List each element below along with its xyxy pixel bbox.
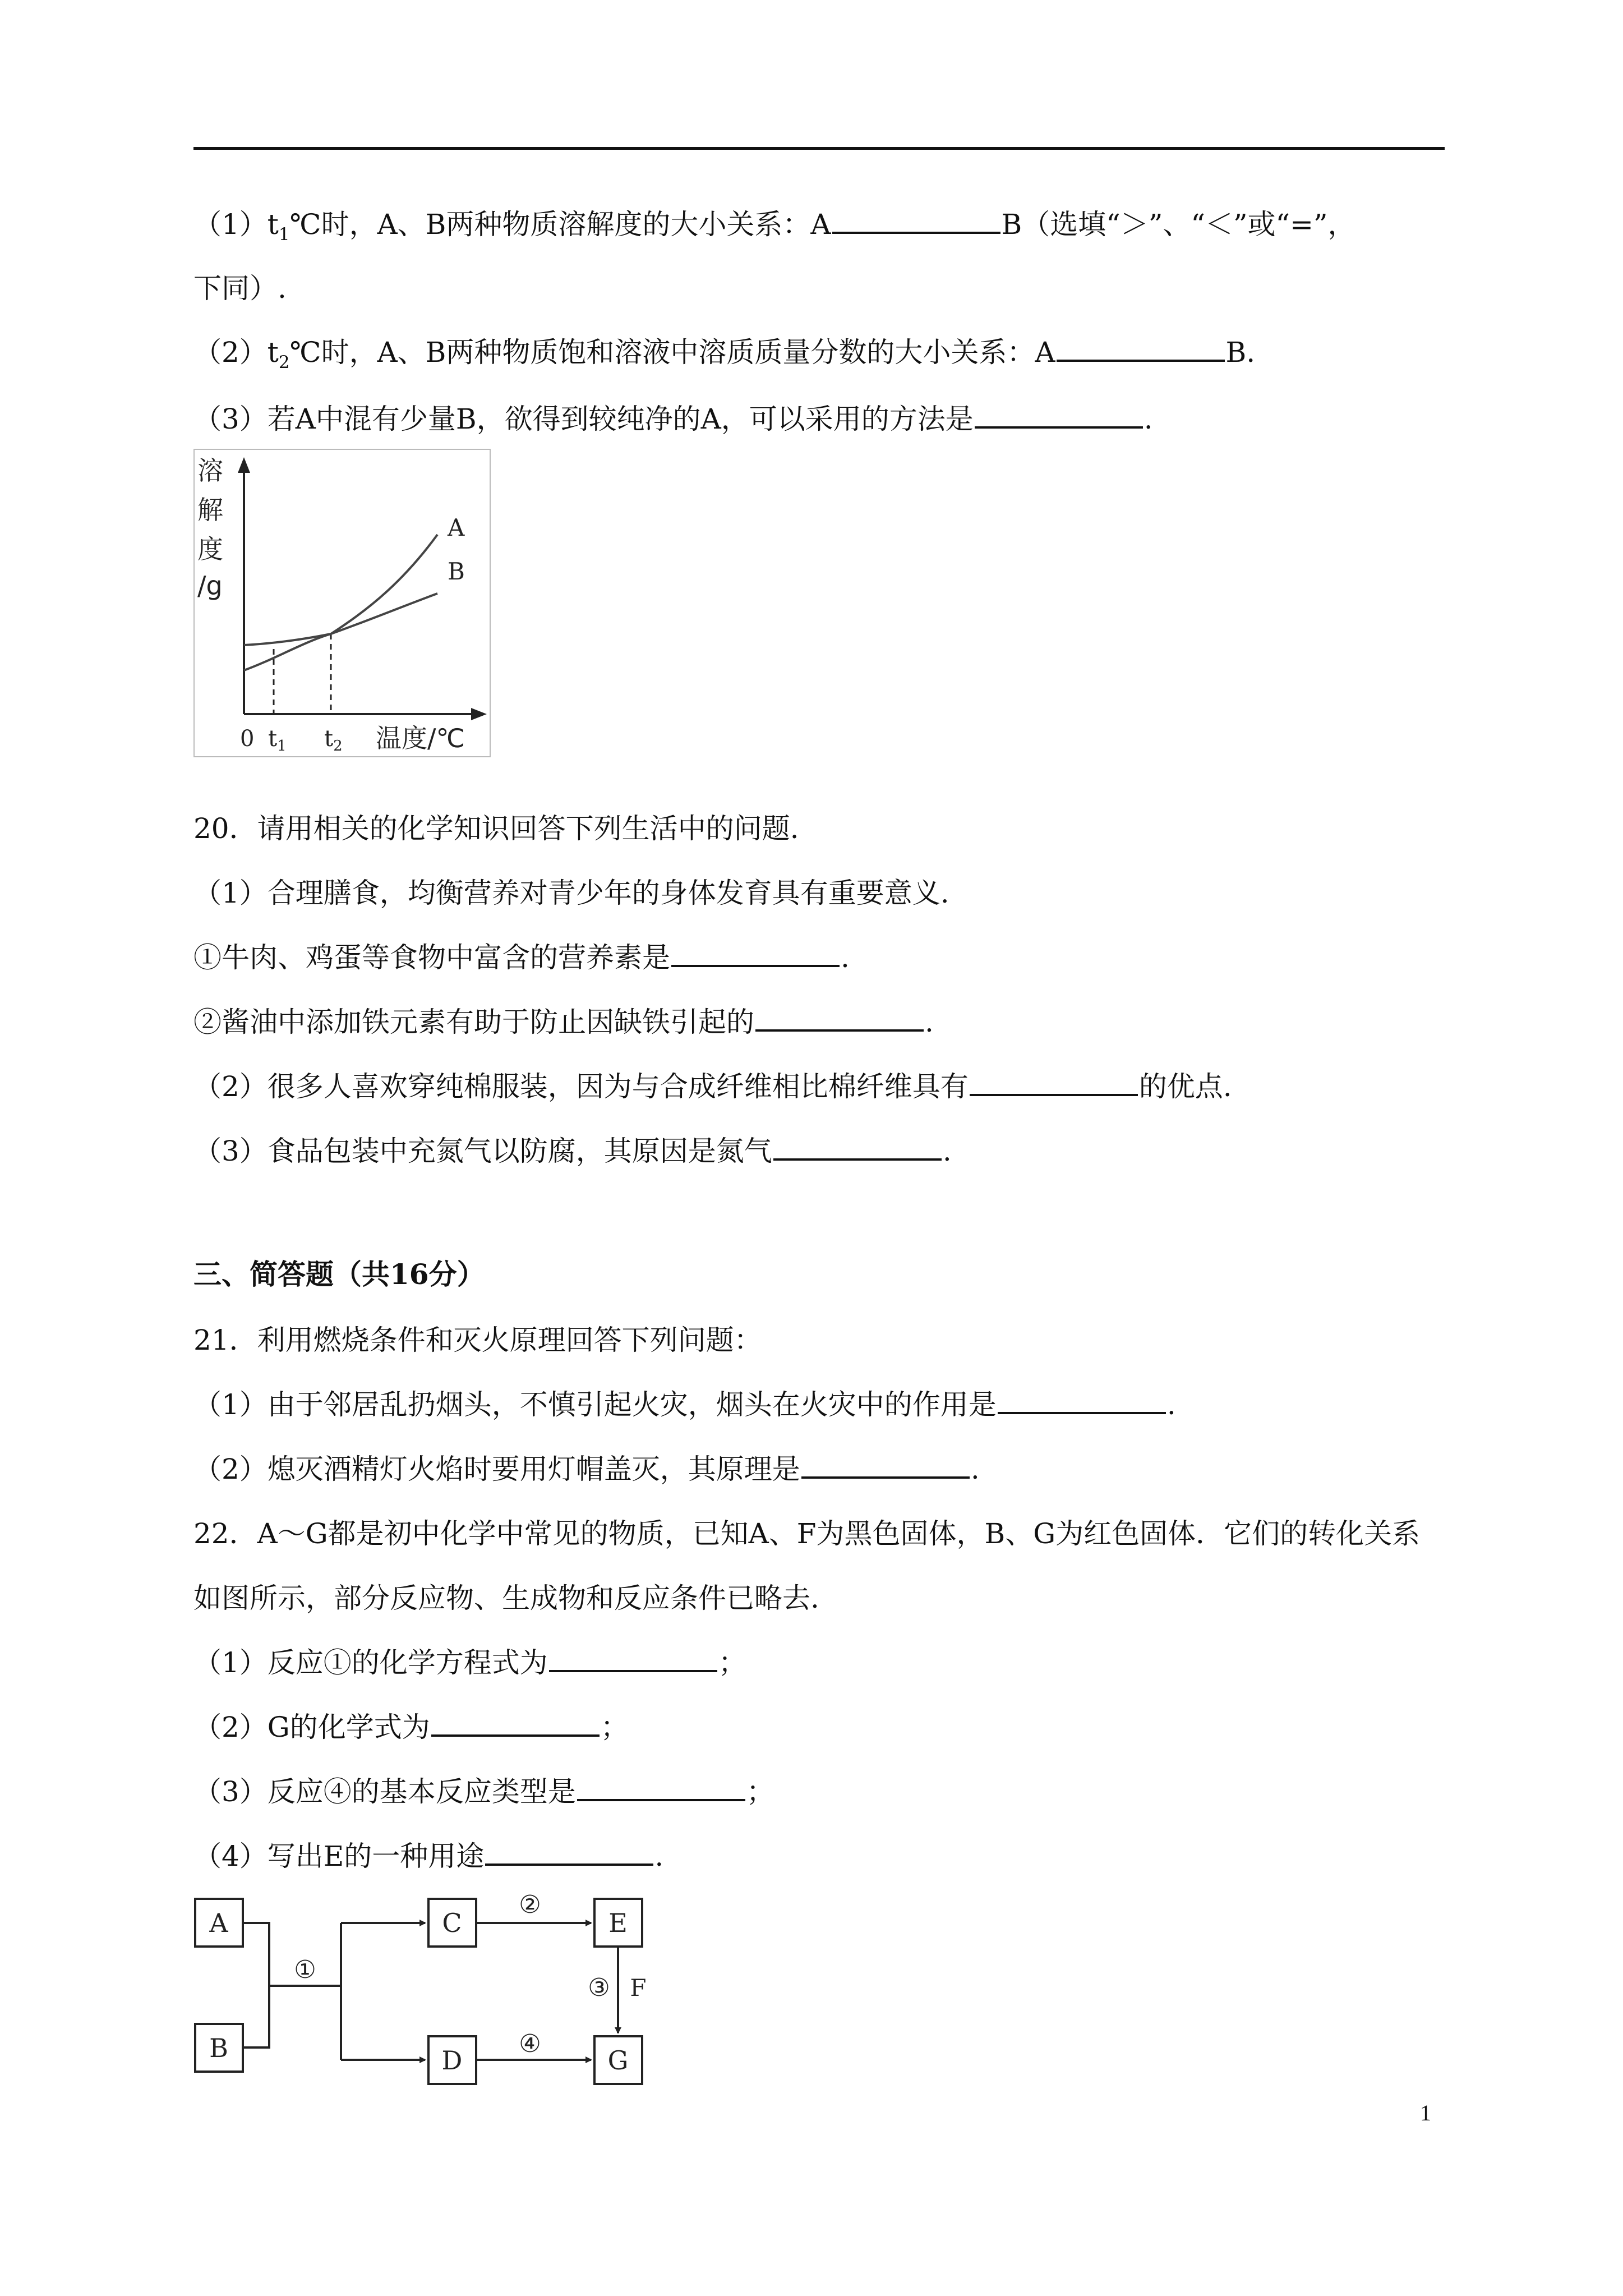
reaction-label-2: ②: [519, 1890, 541, 1919]
q20-sub3: （3）食品包装中充氮气以防腐，其原因是氮气 .: [193, 1135, 952, 1167]
reactant-bracket: [243, 1923, 269, 2047]
node-c: C: [442, 1908, 462, 1938]
x-tick-t2: $t_2$: [324, 726, 343, 754]
q20-sub1: （1）合理膳食，均衡营养对青少年的身体发育具有重要意义.: [193, 877, 949, 909]
answer-blank[interactable]: [577, 1774, 745, 1801]
q21-sub2: （2）熄灭酒精灯火焰时要用灯帽盖灭，其原理是 .: [193, 1453, 980, 1485]
q22-sub3: （3）反应④的基本反应类型是 ；: [193, 1775, 774, 1808]
answer-blank[interactable]: [998, 1387, 1166, 1414]
q22-title: 22．A～G都是初中化学中常见的物质，已知A、F为黑色固体，B、G为红色固体．它们的转化关系: [193, 1517, 1421, 1550]
answer-blank[interactable]: [801, 1452, 970, 1479]
answer-blank[interactable]: [549, 1645, 717, 1672]
answer-blank[interactable]: [671, 940, 840, 967]
q21-title: 21．利用燃烧条件和灭火原理回答下列问题：: [193, 1324, 762, 1356]
answer-blank[interactable]: [970, 1069, 1138, 1096]
node-d: D: [441, 2045, 463, 2076]
y-axis-arrow: [238, 457, 250, 473]
header-rule: [193, 147, 1445, 150]
node-g: G: [607, 2045, 629, 2076]
x-tick-0: 0: [240, 726, 255, 752]
answer-blank[interactable]: [485, 1839, 653, 1866]
node-e: E: [608, 1908, 628, 1938]
q22-sub4: （4）写出E的一种用途 .: [193, 1840, 664, 1872]
q21-sub1: （1）由于邻居乱扔烟头，不慎引起火灾，烟头在火灾中的作用是 .: [193, 1388, 1176, 1421]
y-axis-label-char: /g: [197, 570, 223, 601]
q22-sub1: （1）反应①的化学方程式为 ；: [193, 1646, 746, 1679]
q22-title-cont: 如图所示，部分反应物、生成物和反应条件已略去.: [193, 1582, 819, 1614]
answer-blank[interactable]: [755, 1005, 924, 1032]
q20-sub1a: ①牛肉、鸡蛋等食物中富含的营养素是 .: [193, 941, 850, 974]
reaction-label-1: ①: [294, 1955, 316, 1984]
solubility-chart: [191, 446, 494, 760]
reagent-label-f: F: [630, 1974, 647, 2001]
q19-sub3: （3）若A中混有少量B，欲得到较纯净的A，可以采用的方法是 .: [193, 403, 1153, 435]
answer-blank[interactable]: [832, 207, 1000, 234]
q20-sub2: （2）很多人喜欢穿纯棉服装，因为与合成纤维相比棉纤维具有 的优点.: [193, 1070, 1232, 1103]
q19-sub1: $(1)t_1℃$时，A、B两种物质溶解度的大小关系：A B（选填“＞”、“＜”或“=”，: [193, 208, 1356, 245]
q20-title: 20．请用相关的化学知识回答下列生活中的问题.: [193, 812, 799, 845]
reaction-label-3: ③: [588, 1973, 610, 2002]
q19-sub1-cont: 下同）.: [193, 272, 287, 305]
answer-blank[interactable]: [1057, 335, 1225, 362]
series-label-a: A: [448, 514, 465, 541]
node-b: B: [209, 2033, 228, 2063]
section-heading: 三、简答题（共16分）: [193, 1258, 485, 1291]
y-axis-label-char: 解: [197, 495, 223, 525]
transformation-diagram: [191, 1885, 651, 2087]
answer-blank[interactable]: [773, 1134, 942, 1161]
x-tick-t1: $t_1$: [268, 726, 287, 754]
y-axis-label-char: 度: [197, 534, 223, 564]
q20-sub1b: ②酱油中添加铁元素有助于防止因缺铁引起的 .: [193, 1006, 934, 1038]
x-axis-arrow: [471, 708, 487, 720]
answer-blank[interactable]: [431, 1710, 600, 1737]
series-label-b: B: [448, 558, 465, 585]
q19-sub2: $(2)t_2℃$时，A、B两种物质饱和溶液中溶质质量分数的大小关系：A B.: [193, 336, 1256, 372]
q22-sub2: （2）G的化学式为 ；: [193, 1711, 629, 1743]
node-a: A: [209, 1908, 228, 1938]
page-number: 1: [1420, 2100, 1431, 2125]
reaction-label-4: ④: [519, 2030, 541, 2058]
x-axis-label: 温度/℃: [376, 723, 465, 753]
series-line-b: [244, 593, 437, 645]
answer-blank[interactable]: [975, 402, 1143, 429]
y-axis-label-char: 溶: [197, 455, 223, 486]
